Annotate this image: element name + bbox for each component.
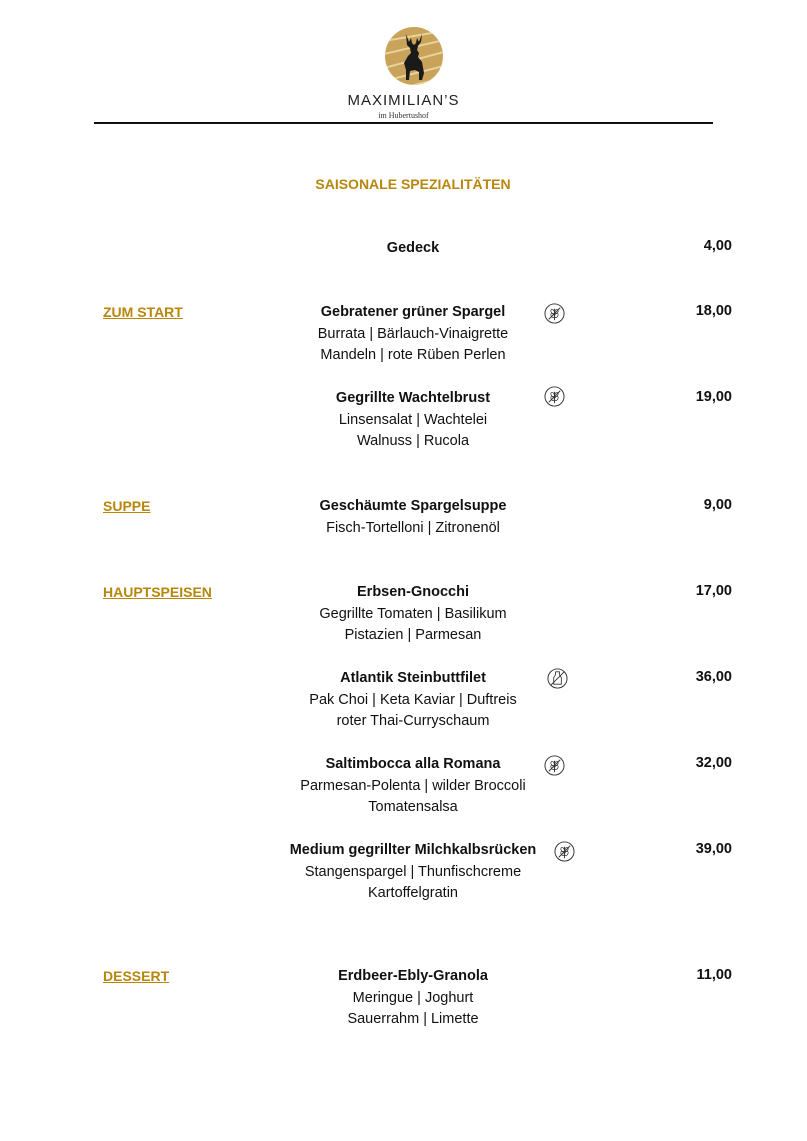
cover-name: Gedeck [386, 240, 440, 256]
category-zum-start: ZUM START [103, 304, 183, 320]
dish-price: 9,00 [703, 497, 732, 513]
category-suppe: SUPPE [103, 498, 151, 514]
milk-bottle-icon [547, 668, 568, 689]
dish-description: Burrata | Bärlauch-Vinaigrette [317, 325, 509, 342]
dish-description: Fisch-Tortelloni | Zitronenöl [326, 519, 500, 536]
dish-description: Stangenspargel | Thunfischcreme [304, 863, 522, 880]
menu-item [263, 668, 563, 733]
dish-name: Gebratener grüner Spargel [320, 304, 506, 320]
brand-name: MAXIMILIAN’S [347, 92, 460, 109]
wheat-icon [544, 303, 565, 324]
dish-price: 32,00 [695, 755, 732, 771]
menu-item [263, 496, 563, 539]
category-hauptspeisen: HAUPTSPEISEN [103, 584, 212, 600]
dish-price: 19,00 [695, 389, 732, 405]
menu-item [263, 966, 563, 1031]
cover-item [263, 238, 563, 260]
section-title: SAISONALE SPEZIALITÄTEN [315, 176, 511, 192]
dish-price: 17,00 [695, 583, 732, 599]
dish-price: 11,00 [696, 967, 732, 983]
dish-name: Geschäumte Spargelsuppe [319, 498, 507, 514]
dish-name: Atlantik Steinbuttfilet [340, 670, 486, 686]
dish-description: Parmesan-Polenta | wilder Broccoli [300, 777, 526, 794]
dish-name: Erdbeer-Ebly-Granola [338, 968, 488, 984]
brand-subtitle: im Hubertushof [378, 111, 429, 120]
dish-description: Walnuss | Rucola [356, 433, 470, 449]
dish-name: Medium gegrillter Milchkalbsrücken [289, 842, 537, 858]
wheat-icon [544, 386, 565, 407]
wheat-icon [544, 755, 565, 776]
dish-name: Erbsen-Gnocchi [357, 584, 469, 600]
wheat-icon [554, 841, 575, 862]
dish-price: 36,00 [695, 669, 732, 685]
menu-item [263, 582, 563, 647]
dish-description: Gegrillte Tomaten | Basilikum [319, 605, 507, 622]
dish-name: Saltimbocca alla Romana [325, 756, 501, 772]
menu-item [263, 754, 563, 819]
deer-logo-icon [384, 26, 444, 86]
dish-description: Tomatensalsa [368, 799, 458, 815]
dish-description: Linsensalat | Wachtelei [338, 411, 488, 428]
cover-price: 4,00 [703, 238, 732, 254]
dish-price: 18,00 [695, 303, 732, 319]
dish-description: Kartoffelgratin [367, 885, 458, 901]
dish-price: 39,00 [695, 841, 732, 857]
dish-name: Gegrillte Wachtelbrust [335, 390, 491, 406]
menu-item [263, 388, 563, 453]
header-divider [94, 122, 713, 124]
dish-description: Pak Choi | Keta Kaviar | Duftreis [309, 691, 517, 708]
dish-description: roter Thai-Curryschaum [336, 713, 490, 729]
dish-description: Sauerrahm | Limette [347, 1011, 479, 1027]
dish-description: Mandeln | rote Rüben Perlen [320, 347, 506, 363]
dish-description: Pistazien | Parmesan [344, 627, 482, 643]
category-dessert: DESSERT [103, 968, 170, 984]
dish-description: Meringue | Joghurt [352, 989, 474, 1006]
menu-item [263, 302, 563, 367]
menu-item [253, 840, 573, 905]
